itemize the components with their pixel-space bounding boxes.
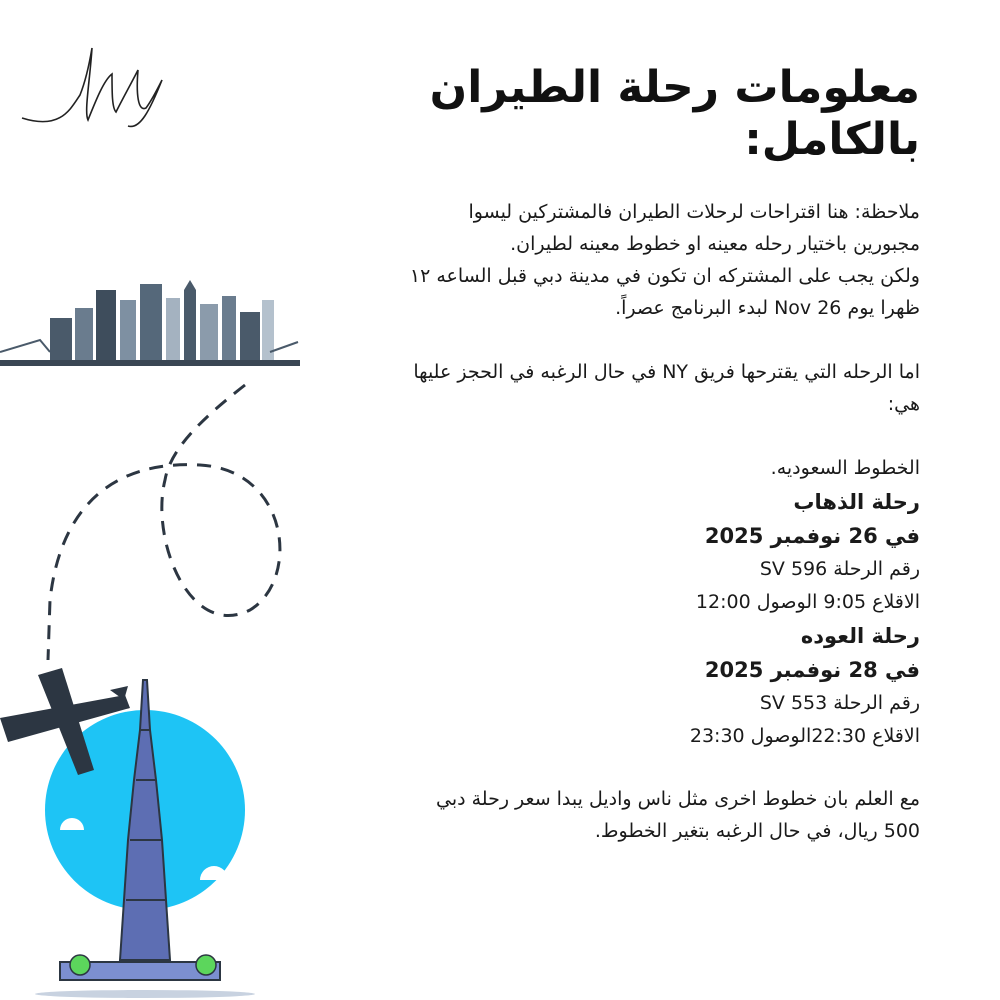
return-heading: رحلة العوده <box>800 624 920 648</box>
footer-note: مع العلم بان خطوط اخرى مثل ناس واديل يبدا سعر رحلة دبي 500 ريال، في حال الرغبه بتغير الخطوط. <box>435 788 920 842</box>
city-skyline-illustration <box>0 280 300 366</box>
return-times: الاقلاع 22:30الوصول 23:30 <box>689 725 920 747</box>
return-date: في 28 نوفمبر 2025 <box>704 658 920 682</box>
airline-name: الخطوط السعوديه. <box>770 457 920 479</box>
page-title: معلومات رحلة الطيران بالكامل: <box>429 62 920 165</box>
return-flight-number: رقم الرحلة SV 553 <box>759 692 920 714</box>
outbound-flight-number: رقم الرحلة SV 596 <box>759 558 920 580</box>
outbound-heading: رحلة الذهاب <box>793 490 920 514</box>
dashed-flight-path <box>48 385 280 660</box>
note-paragraph-1: ملاحظة: هنا اقتراحات لرحلات الطيران فالمشتركين ليسوا مجبورين باختيار رحله معينه او خطوط معينه لطيران. <box>468 201 920 255</box>
outbound-times: الاقلاع 9:05 الوصول 12:00 <box>695 591 920 613</box>
suggestion-text: اما الرحله التي يقترحها فريق NY في حال الرغبه في الحجز عليها هي: <box>413 361 920 415</box>
note-paragraph-2: ولكن يجب على المشتركه ان تكون في مدينة دبي قبل الساعه ١٢ ظهرا يوم 26 Nov لبدء البرنامج عصراً. <box>409 265 920 319</box>
flight-info-panel <box>405 62 920 847</box>
signature-logo <box>22 48 162 127</box>
outbound-date: في 26 نوفمبر 2025 <box>704 524 920 548</box>
